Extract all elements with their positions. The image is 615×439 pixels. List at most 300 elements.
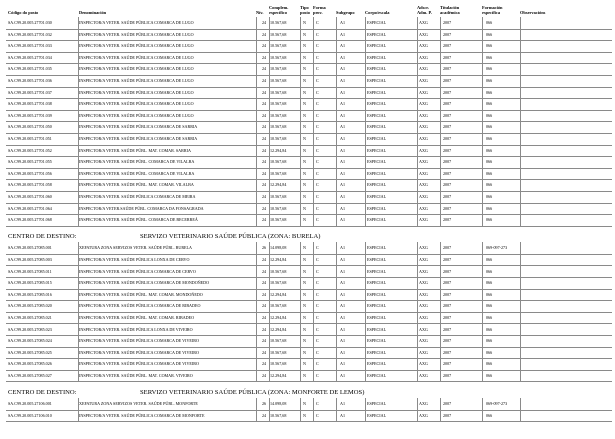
cell-tipo: N xyxy=(303,205,306,211)
cell-titulacion: 2007 xyxy=(443,147,452,153)
cell-formacion: 066 xyxy=(486,303,493,309)
cell-nivel: 24 xyxy=(261,101,267,107)
cell-formacion: 066 xyxy=(486,280,493,286)
table-row xyxy=(6,214,612,227)
cell-codigo: SA.C99.20.005.27085.027 xyxy=(8,372,52,378)
cell-codigo: SA.C99.20.005.27085.015 xyxy=(8,280,52,286)
column-separator xyxy=(78,398,79,421)
cell-codigo: SA.C99.20.005.27701.032 xyxy=(8,31,52,37)
cell-tipo: N xyxy=(303,194,306,199)
cell-forma: C xyxy=(316,31,319,37)
cell-formacion: 066 xyxy=(486,66,493,72)
cell-adscripcion: AXG xyxy=(419,43,428,49)
cell-complemento: 12.294,84 xyxy=(270,147,287,153)
cell-tipo: N xyxy=(303,112,306,118)
section-title-label: CENTRO DE DESTINO: xyxy=(8,388,77,396)
cell-denominacion: INSPECTOR/A VETER. SAÚDE PÚBLICA COMARCA DE LUGO xyxy=(79,54,194,60)
cell-formacion: 066 xyxy=(486,291,493,297)
cell-codigo: SA.C99.20.005.27701.056 xyxy=(8,170,52,176)
cell-codigo: SA.C99.20.005.27701.055 xyxy=(8,159,52,165)
cell-corpo: ESPECIAL xyxy=(367,101,387,107)
cell-titulacion: 2007 xyxy=(443,20,452,25)
cell-titulacion: 2007 xyxy=(443,291,452,297)
cell-formacion: 066 xyxy=(486,256,493,262)
cell-subgrupo: A1 xyxy=(340,217,346,223)
cell-codigo: SA.C99.20.005.27701.051 xyxy=(8,136,52,141)
cell-complemento: 12.294,84 xyxy=(270,256,287,262)
cell-corpo: ESPECIAL xyxy=(367,326,387,332)
cell-forma: C xyxy=(316,170,319,176)
cell-corpo: ESPECIAL xyxy=(367,66,387,72)
cell-tipo: N xyxy=(303,245,306,251)
cell-complemento: 10.567,68 xyxy=(270,361,287,367)
cell-formacion: 066 xyxy=(486,182,493,188)
cell-denominacion: INSPECTOR/A VETER. SAÚDE PÚBLICA COMARCA DE CERVO xyxy=(79,268,196,274)
cell-codigo: SA.C99.20.005.27106.010 xyxy=(8,412,52,418)
cell-denominacion: INSPECTOR/A VETER. SAÚDE PÚBLICA COMARCA DE RIBADEO xyxy=(79,303,201,309)
cell-complemento: 10.567,68 xyxy=(270,303,287,309)
cell-forma: C xyxy=(316,256,319,262)
header-complemento-1: Complem. xyxy=(269,4,289,10)
cell-titulacion: 2007 xyxy=(443,101,452,107)
cell-titulacion: 2007 xyxy=(443,124,452,130)
cell-adscripcion: AXG xyxy=(419,170,428,176)
cell-denominacion: INSPECTOR/A VETER. SAÚDE PÚBLICA COMARCA DE MONFORTE xyxy=(79,412,205,418)
header-titulacion-2: académica xyxy=(440,9,460,15)
cell-formacion: 066 xyxy=(486,205,493,211)
cell-corpo: ESPECIAL xyxy=(367,349,387,355)
cell-complemento: 10.567,68 xyxy=(270,159,287,165)
cell-nivel: 24 xyxy=(261,124,267,130)
cell-forma: C xyxy=(316,349,319,355)
cell-subgrupo: A1 xyxy=(340,31,346,37)
cell-denominacion: INSPECTOR/A VETER. SAÚDE PÚBLICA COMARCA DE SARRIA xyxy=(79,136,198,141)
cell-denominacion: INSPECTOR/A VETER. SAÚDE PÚBLICA COMARCA DE LUGO xyxy=(79,31,194,37)
cell-complemento: 12.294,84 xyxy=(270,326,287,332)
cell-denominacion: INSPECTOR/A VETER. SAÚDE PÚBLICA COMARCA DE SARRIA xyxy=(79,124,198,130)
column-separator xyxy=(417,242,418,381)
cell-corpo: ESPECIAL xyxy=(367,194,387,199)
cell-titulacion: 2007 xyxy=(443,89,452,95)
cell-denominacion: INSPECTOR/A VETER. SAÚDE PÚBL. MAT. COMAR. MONDOÑEDO xyxy=(79,291,203,297)
cell-tipo: N xyxy=(303,412,306,418)
cell-adscripcion: AXG xyxy=(419,136,428,141)
cell-denominacion: INSPECTOR/A VETER. SAÚDE PÚBLICA LONXA DE CERVO xyxy=(79,256,190,262)
cell-formacion: 066 xyxy=(486,78,493,83)
column-separator xyxy=(300,17,301,226)
cell-titulacion: 2007 xyxy=(443,217,452,223)
cell-forma: C xyxy=(316,124,319,130)
cell-codigo: SA.C99.20.005.27701.033 xyxy=(8,43,52,49)
cell-corpo: ESPECIAL xyxy=(367,372,387,378)
cell-corpo: ESPECIAL xyxy=(367,112,387,118)
cell-forma: C xyxy=(316,326,319,332)
cell-adscripcion: AXG xyxy=(419,245,428,251)
column-separator xyxy=(440,398,441,421)
cell-forma: C xyxy=(316,217,319,223)
cell-codigo: SA.C99.20.005.27085.011 xyxy=(8,268,52,274)
cell-formacion: 066 xyxy=(486,20,493,25)
cell-nivel: 24 xyxy=(261,54,267,60)
header-subgrupo: Subgrupo xyxy=(336,9,355,15)
cell-formacion: 066 xyxy=(486,136,493,141)
cell-adscripcion: AXG xyxy=(419,89,428,95)
cell-formacion: 066 xyxy=(486,159,493,165)
cell-subgrupo: A1 xyxy=(340,372,346,378)
cell-codigo: SA.C99.20.005.27701.058 xyxy=(8,182,52,188)
cell-formacion: 066 xyxy=(486,54,493,60)
cell-codigo: SA.C99.20.005.27085.021 xyxy=(8,314,52,320)
header-adscripcion-1: Adscr. xyxy=(417,4,429,10)
cell-denominacion: INSPECTOR/A VETER. SAÚDE PÚBLICA COMARCA DE VIVEIRO xyxy=(79,361,199,367)
cell-adscripcion: AXG xyxy=(419,291,428,297)
cell-tipo: N xyxy=(303,372,306,378)
cell-adscripcion: AXG xyxy=(419,101,428,107)
header-complemento-2: específico xyxy=(269,9,288,15)
cell-corpo: ESPECIAL xyxy=(367,20,387,25)
cell-corpo: ESPECIAL xyxy=(367,412,387,418)
cell-complemento: 10.567,68 xyxy=(270,101,287,107)
header-forma-1: Forma xyxy=(313,4,326,10)
cell-adscripcion: AXG xyxy=(419,412,428,418)
cell-denominacion: INSPECTOR/A VETER. SAÚDE PÚBLICA COMARCA DE MEIRA xyxy=(79,194,196,199)
cell-titulacion: 2007 xyxy=(443,349,452,355)
cell-nivel: 24 xyxy=(261,314,267,320)
cell-adscripcion: AXG xyxy=(419,303,428,309)
cell-complemento: 10.567,68 xyxy=(270,136,287,141)
column-separator xyxy=(78,242,79,381)
cell-codigo: SA.C99.20.005.27701.068 xyxy=(8,217,52,223)
cell-forma: C xyxy=(316,194,319,199)
cell-titulacion: 2007 xyxy=(443,136,452,141)
cell-corpo: ESPECIAL xyxy=(367,361,387,367)
cell-complemento: 10.567,68 xyxy=(270,280,287,286)
cell-adscripcion: AXG xyxy=(419,268,428,274)
cell-nivel: 24 xyxy=(261,89,267,95)
column-separator xyxy=(269,242,270,381)
cell-titulacion: 2007 xyxy=(443,31,452,37)
column-separator xyxy=(256,398,257,421)
cell-forma: C xyxy=(316,303,319,309)
cell-subgrupo: A1 xyxy=(340,268,346,274)
cell-nivel: 24 xyxy=(261,43,267,49)
cell-complemento: 10.567,68 xyxy=(270,338,287,344)
cell-tipo: N xyxy=(303,101,306,107)
cell-codigo: SA.C99.20.005.27701.064 xyxy=(8,205,52,211)
cell-adscripcion: AXG xyxy=(419,194,428,199)
cell-adscripcion: AXG xyxy=(419,182,428,188)
cell-adscripcion: AXG xyxy=(419,20,428,25)
column-separator xyxy=(417,398,418,421)
cell-corpo: ESPECIAL xyxy=(367,136,387,141)
cell-corpo: ESPECIAL xyxy=(367,303,387,309)
cell-tipo: N xyxy=(303,268,306,274)
cell-codigo: SA.C99.20.005.27701.060 xyxy=(8,194,52,199)
cell-codigo: SA.C99.20.005.27701.050 xyxy=(8,124,52,130)
column-separator xyxy=(313,17,314,226)
cell-nivel: 24 xyxy=(261,303,267,309)
cell-titulacion: 2007 xyxy=(443,401,452,406)
cell-forma: C xyxy=(316,412,319,418)
cell-subgrupo: A1 xyxy=(340,280,346,286)
cell-codigo: SA.C99.20.005.27085.003 xyxy=(8,256,52,262)
cell-subgrupo: A1 xyxy=(340,326,346,332)
cell-complemento: 12.294,84 xyxy=(270,291,287,297)
cell-tipo: N xyxy=(303,124,306,130)
cell-denominacion: XEFATURA ZONA SERVIZOS VETER. SAÚDE PÚBL. BURELA xyxy=(79,245,193,251)
cell-tipo: N xyxy=(303,54,306,60)
cell-forma: C xyxy=(316,112,319,118)
cell-tipo: N xyxy=(303,401,306,406)
cell-tipo: N xyxy=(303,31,306,37)
cell-denominacion: INSPECTOR/A VETER.SAÚDE PÚBL. COMARCA DA FONSAGRADA xyxy=(79,205,204,211)
cell-corpo: ESPECIAL xyxy=(367,256,387,262)
cell-tipo: N xyxy=(303,280,306,286)
cell-denominacion: INSPECTOR/A VETER. SAÚDE PÚBLICA COMARCA DE VIVEIRO xyxy=(79,349,199,355)
cell-titulacion: 2007 xyxy=(443,78,452,83)
cell-forma: C xyxy=(316,205,319,211)
cell-codigo: SA.C99.20.005.27085.016 xyxy=(8,291,52,297)
cell-forma: C xyxy=(316,78,319,83)
cell-formacion: 066 xyxy=(486,101,493,107)
section-title-label: CENTRO DE DESTINO: xyxy=(8,232,77,240)
cell-forma: C xyxy=(316,361,319,367)
cell-corpo: ESPECIAL xyxy=(367,147,387,153)
cell-forma: C xyxy=(316,136,319,141)
cell-forma: C xyxy=(316,89,319,95)
cell-adscripcion: AXG xyxy=(419,349,428,355)
cell-codigo: SA.C99.20.005.27701.052 xyxy=(8,147,52,153)
cell-nivel: 24 xyxy=(261,136,267,141)
cell-tipo: N xyxy=(303,89,306,95)
cell-formacion: 066 xyxy=(486,372,493,378)
cell-nivel: 26 xyxy=(261,401,267,406)
cell-formacion: 069-097-273 xyxy=(486,401,508,406)
cell-denominacion: INSPECTOR/A VETER. SAÚDE PÚBL. MAT. COMAR. SARRIA xyxy=(79,147,191,153)
header-observacions: Observacións xyxy=(520,9,546,15)
cell-forma: C xyxy=(316,54,319,60)
cell-forma: C xyxy=(316,280,319,286)
cell-nivel: 24 xyxy=(261,205,267,211)
cell-corpo: ESPECIAL xyxy=(367,89,387,95)
header-corpo: Corpo/escala xyxy=(365,9,390,15)
cell-formacion: 066 xyxy=(486,412,493,418)
section-title-value: SERVIZO VETERINARIO SAÚDE PÚBLICA (ZONA: BURELA) xyxy=(140,232,321,240)
cell-nivel: 24 xyxy=(261,170,267,176)
column-separator xyxy=(78,17,79,226)
column-separator xyxy=(313,398,314,421)
section-title xyxy=(8,388,608,398)
cell-denominacion: INSPECTOR/A VETER. SAÚDE PÚBL. MAT. COMAR. RIBADEO xyxy=(79,314,195,320)
cell-tipo: N xyxy=(303,78,306,83)
cell-subgrupo: A1 xyxy=(340,338,346,344)
cell-subgrupo: A1 xyxy=(340,303,346,309)
header-formacion-2: específica xyxy=(482,9,501,15)
table-row xyxy=(6,370,612,383)
cell-adscripcion: AXG xyxy=(419,147,428,153)
cell-complemento: 10.567,68 xyxy=(270,349,287,355)
cell-adscripcion: AXG xyxy=(419,54,428,60)
header-titulacion-1: Titulación xyxy=(440,4,460,10)
cell-tipo: N xyxy=(303,314,306,320)
cell-corpo: ESPECIAL xyxy=(367,43,387,49)
cell-tipo: N xyxy=(303,43,306,49)
cell-adscripcion: AXG xyxy=(419,256,428,262)
cell-adscripcion: AXG xyxy=(419,31,428,37)
cell-forma: C xyxy=(316,101,319,107)
cell-complemento: 10.567,68 xyxy=(270,31,287,37)
cell-subgrupo: A1 xyxy=(340,401,346,406)
header-adscripcion-2: Adm. P. xyxy=(417,9,432,15)
cell-complemento: 10.567,68 xyxy=(270,205,287,211)
cell-codigo: SA.C99.20.005.27701.034 xyxy=(8,54,52,60)
cell-nivel: 24 xyxy=(261,66,267,72)
cell-complemento: 10.567,68 xyxy=(270,54,287,60)
cell-denominacion: INSPECTOR/A VETER. SAÚDE PÚBLICA COMARCA DE LUGO xyxy=(79,66,194,72)
cell-formacion: 069-097-273 xyxy=(486,245,508,251)
cell-titulacion: 2007 xyxy=(443,303,452,309)
cell-complemento: 12.294,84 xyxy=(270,182,287,188)
cell-complemento: 10.567,68 xyxy=(270,43,287,49)
cell-forma: C xyxy=(316,66,319,72)
cell-formacion: 066 xyxy=(486,326,493,332)
cell-tipo: N xyxy=(303,338,306,344)
cell-titulacion: 2007 xyxy=(443,372,452,378)
cell-titulacion: 2007 xyxy=(443,205,452,211)
cell-codigo: SA.C99.20.005.27085.023 xyxy=(8,326,52,332)
cell-tipo: N xyxy=(303,349,306,355)
cell-forma: C xyxy=(316,291,319,297)
cell-complemento: 14.098,08 xyxy=(270,401,287,406)
cell-nivel: 24 xyxy=(261,159,267,165)
cell-formacion: 066 xyxy=(486,217,493,223)
cell-adscripcion: AXG xyxy=(419,401,428,406)
cell-corpo: ESPECIAL xyxy=(367,170,387,176)
section-title-value: SERVIZO VETERINARIO SAÚDE PÚBLICA (ZONA: MONFORTE DE LEMOS) xyxy=(140,388,365,396)
column-separator xyxy=(520,17,521,226)
cell-titulacion: 2007 xyxy=(443,54,452,60)
cell-nivel: 24 xyxy=(261,268,267,274)
cell-tipo: N xyxy=(303,361,306,367)
cell-tipo: N xyxy=(303,217,306,223)
cell-titulacion: 2007 xyxy=(443,43,452,49)
cell-adscripcion: AXG xyxy=(419,78,428,83)
cell-subgrupo: A1 xyxy=(340,89,346,95)
cell-tipo: N xyxy=(303,170,306,176)
cell-subgrupo: A1 xyxy=(340,43,346,49)
cell-denominacion: INSPECTOR/A VETER. SAÚDE PÚBLICA COMARCA DE LUGO xyxy=(79,89,194,95)
cell-titulacion: 2007 xyxy=(443,66,452,72)
cell-forma: C xyxy=(316,245,319,251)
column-separator xyxy=(365,242,366,381)
header-denominacion: Denominación xyxy=(79,9,107,15)
cell-formacion: 066 xyxy=(486,124,493,130)
cell-tipo: N xyxy=(303,256,306,262)
cell-corpo: ESPECIAL xyxy=(367,217,387,223)
cell-titulacion: 2007 xyxy=(443,256,452,262)
cell-complemento: 10.567,68 xyxy=(270,268,287,274)
cell-adscripcion: AXG xyxy=(419,372,428,378)
cell-subgrupo: A1 xyxy=(340,66,346,72)
cell-codigo: SA.C99.20.005.27701.036 xyxy=(8,78,52,83)
header-tipo-2: posto xyxy=(300,9,311,15)
cell-subgrupo: A1 xyxy=(340,159,346,165)
column-separator xyxy=(417,17,418,226)
cell-tipo: N xyxy=(303,66,306,72)
cell-complemento: 10.567,68 xyxy=(270,66,287,72)
column-separator xyxy=(336,242,337,381)
cell-formacion: 066 xyxy=(486,31,493,37)
cell-titulacion: 2007 xyxy=(443,112,452,118)
cell-nivel: 24 xyxy=(261,112,267,118)
cell-nivel: 24 xyxy=(261,31,267,37)
cell-tipo: N xyxy=(303,147,306,153)
cell-nivel: 24 xyxy=(261,412,267,418)
cell-adscripcion: AXG xyxy=(419,314,428,320)
cell-adscripcion: AXG xyxy=(419,124,428,130)
column-separator xyxy=(482,242,483,381)
cell-denominacion: INSPECTOR/A VETER. SAÚDE PÚBL. COMARCA DE BECERREÁ xyxy=(79,217,198,223)
cell-subgrupo: A1 xyxy=(340,205,346,211)
column-separator xyxy=(300,398,301,421)
cell-subgrupo: A1 xyxy=(340,256,346,262)
cell-denominacion: INSPECTOR/A VETER. SAÚDE PÚBL. COMARCA DE VILALBA xyxy=(79,159,195,165)
cell-adscripcion: AXG xyxy=(419,66,428,72)
cell-formacion: 066 xyxy=(486,112,493,118)
cell-titulacion: 2007 xyxy=(443,280,452,286)
cell-codigo: SA.C99.20.005.27085.025 xyxy=(8,349,52,355)
cell-nivel: 24 xyxy=(261,372,267,378)
cell-nivel: 24 xyxy=(261,217,267,223)
cell-formacion: 066 xyxy=(486,43,493,49)
cell-corpo: ESPECIAL xyxy=(367,205,387,211)
cell-adscripcion: AXG xyxy=(419,326,428,332)
cell-codigo: SA.C99.20.005.27701.035 xyxy=(8,66,52,72)
cell-complemento: 14.098,08 xyxy=(270,245,287,251)
cell-nivel: 24 xyxy=(261,194,267,199)
cell-nivel: 24 xyxy=(261,338,267,344)
column-separator xyxy=(365,398,366,421)
table-row xyxy=(6,410,612,423)
column-separator xyxy=(336,17,337,226)
cell-nivel: 24 xyxy=(261,256,267,262)
column-separator xyxy=(269,398,270,421)
column-separator xyxy=(300,242,301,381)
cell-denominacion: INSPECTOR/A VETER. SAÚDE PÚBL. MAT. COMAR. VIVEIRO xyxy=(79,372,193,378)
column-separator xyxy=(440,17,441,226)
cell-titulacion: 2007 xyxy=(443,194,452,199)
cell-tipo: N xyxy=(303,159,306,165)
cell-subgrupo: A1 xyxy=(340,20,346,25)
cell-corpo: ESPECIAL xyxy=(367,401,387,406)
cell-subgrupo: A1 xyxy=(340,101,346,107)
section-title xyxy=(8,232,608,242)
cell-nivel: 24 xyxy=(261,349,267,355)
cell-forma: C xyxy=(316,20,319,25)
cell-codigo: SA.C99.20.005.27701.030 xyxy=(8,20,52,25)
column-separator xyxy=(313,242,314,381)
cell-tipo: N xyxy=(303,326,306,332)
cell-adscripcion: AXG xyxy=(419,280,428,286)
cell-subgrupo: A1 xyxy=(340,194,346,199)
cell-complemento: 10.567,68 xyxy=(270,78,287,83)
cell-forma: C xyxy=(316,182,319,188)
cell-tipo: N xyxy=(303,303,306,309)
cell-codigo: SA.C99.20.005.27085.001 xyxy=(8,245,52,251)
cell-adscripcion: AXG xyxy=(419,205,428,211)
cell-complemento: 10.567,68 xyxy=(270,217,287,223)
cell-subgrupo: A1 xyxy=(340,124,346,130)
